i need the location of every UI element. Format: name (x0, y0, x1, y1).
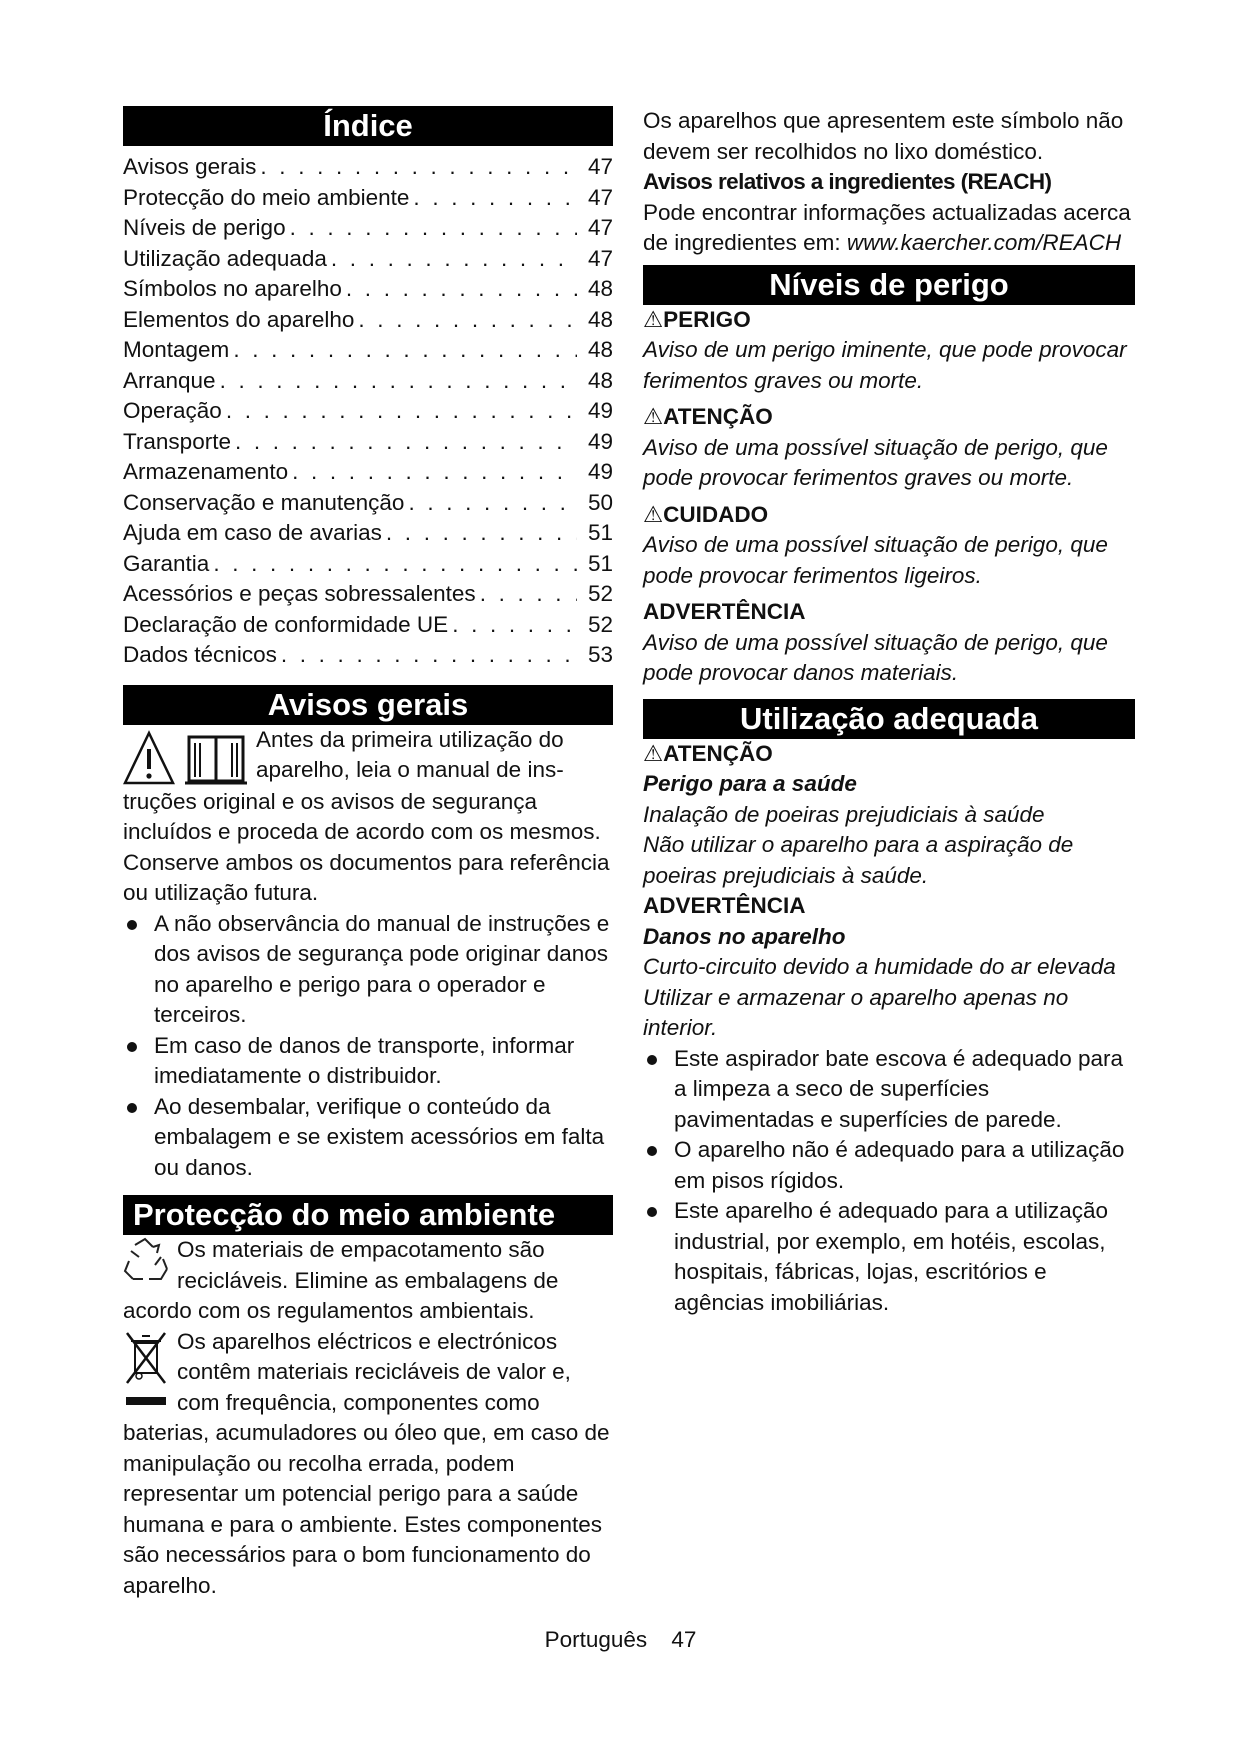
niveis-heading: Níveis de perigo (643, 265, 1135, 305)
toc-entry[interactable]: Elementos do aparelho . . . 48 (123, 305, 613, 336)
utilizacao-bullet: Este aparelho é adequado para a utilização industrial, por exemplo, em hotéis, escolas, hospitais, fábricas, lojas, escritórios e agências imobiliárias. (643, 1196, 1135, 1318)
level-perigo-text: Aviso de um perigo iminente, que pode provocar ferimentos graves ou morte. (643, 337, 1127, 393)
bullet-icon (127, 1103, 137, 1113)
toc-entry[interactable]: Operação . . . 49 (123, 396, 613, 427)
toc-heading: Índice (123, 106, 613, 146)
utilizacao-warning2-text1: Curto-circuito devido a humidade do ar elevada (643, 954, 1116, 979)
level-atencao-text: Aviso de uma possível situação de perigo, que pode provocar ferimentos graves ou morte. (643, 434, 1108, 490)
level-advertencia-text: Aviso de uma possível situação de perigo, que pode provocar danos materiais. (643, 629, 1108, 685)
recycle-text: Os materiais de empacotamento são recicláveis. Elimine as embalagens de acordo com os regulamentos ambientais. (123, 1237, 559, 1323)
toc-entry[interactable]: Níveis de perigo . . . 47 (123, 213, 613, 244)
level-perigo-label: ⚠PERIGO (643, 306, 751, 332)
weee-text: Os aparelhos eléctricos e electrónicos contêm materiais recicláveis de valor e, com frequência, componentes como baterias, acumuladores ou óleo que, em caso de manipulação ou recolha errada, podem representar um potencial perigo para a saúde humana e para o ambiente. Estes componentes são necessários para o bom funcionamento do aparelho. (123, 1328, 610, 1598)
warning-triangle-icon: ⚠ (643, 501, 664, 527)
weee-continuation: Os aparelhos que apresentem este símbolo não devem ser recolhidos no lixo doméstico. (643, 108, 1124, 164)
utilizacao-heading: Utilização adequada (643, 699, 1135, 739)
level-cuidado-label: ⚠CUIDADO (643, 501, 769, 527)
toc-entry[interactable]: Garantia . . . 51 (123, 549, 613, 580)
level-atencao-label: ⚠ATENÇÃO (643, 404, 773, 429)
footer-page-number: 47 (671, 1627, 697, 1652)
toc-entry[interactable]: Ajuda em caso de avarias . . . 51 (123, 518, 613, 549)
weee-block (123, 1327, 613, 1602)
toc-entry[interactable]: Arranque . . . 48 (123, 366, 613, 397)
manual-book-icon (185, 737, 247, 783)
toc-list (123, 152, 613, 671)
utilizacao-warning1-label: ⚠ATENÇÃO (643, 740, 773, 766)
bullet-icon (647, 1055, 657, 1065)
warning-triangle-icon: ⚠ (643, 740, 664, 766)
warning-triangle-icon: ⚠ (643, 306, 664, 332)
reach-heading: Avisos relativos a ingredientes (REACH) (643, 169, 1052, 194)
utilizacao-bullet: O aparelho não é adequado para a utilização em pisos rígidos. (643, 1135, 1135, 1196)
avisos-intro (123, 725, 613, 787)
warning-triangle-icon (123, 729, 251, 787)
page-footer (0, 1627, 1241, 1653)
warning-triangle-icon: ⚠ (643, 404, 664, 429)
toc-entry[interactable]: Declaração de conformidade UE . . . 52 (123, 610, 613, 641)
right-column (643, 106, 1135, 1318)
utilizacao-warning2-label: ADVERTÊNCIA (643, 893, 806, 918)
bullet-icon (127, 1042, 137, 1052)
bullet-icon (127, 920, 137, 930)
bullet-icon (647, 1207, 657, 1217)
utilizacao-warning1-text1: Inalação de poeiras prejudiciais à saúde (643, 801, 1045, 827)
toc-entry[interactable]: Símbolos no aparelho . . . 48 (123, 274, 613, 305)
utilizacao-warning2-sub: Danos no aparelho (643, 923, 846, 949)
reach-link[interactable]: www.kaercher.com/REACH (846, 230, 1122, 255)
footer-language: Português (544, 1627, 648, 1652)
recycle-block (123, 1235, 613, 1327)
ambiente-heading: Protecção do meio ambiente (123, 1195, 613, 1235)
avisos-bullet: Em caso de danos de transporte, informar imediatamente o distribuidor. (123, 1031, 613, 1092)
avisos-intro-rest: truções original e os avisos de segurança incluídos e proceda de acordo com os mesmos. Conserve ambos os documentos para referência ou utilização futura. (123, 788, 610, 905)
toc-entry[interactable]: Protecção do meio ambiente . . . 47 (123, 183, 613, 214)
toc-entry[interactable]: Acessórios e peças sobressalentes . . . 52 (123, 579, 613, 610)
avisos-bullet: Ao desembalar, verifique o conteúdo da embalagem e se existem acessórios em falta ou danos. (123, 1092, 613, 1184)
utilizacao-bullet: Este aspirador bate escova é adequado para a limpeza a seco de superfícies pavimentadas e superfícies de parede. (643, 1044, 1135, 1136)
level-cuidado-text: Aviso de uma possível situação de perigo, que pode provocar ferimentos ligeiros. (643, 532, 1108, 588)
avisos-intro-line2: aparelho, leia o manual de ins- (256, 757, 564, 782)
reach-text: Pode encontrar informações actualizadas acerca de ingredientes em: www.kaercher.com/REACH (643, 199, 1131, 255)
avisos-heading: Avisos gerais (123, 685, 613, 725)
utilizacao-warning1-text2: Não utilizar o aparelho para a aspiração de poeiras prejudiciais à saúde. (643, 832, 1074, 888)
toc-entry[interactable]: Armazenamento . . . 49 (123, 457, 613, 488)
crossed-bin-icon (123, 1331, 169, 1416)
level-advertencia-label: ADVERTÊNCIA (643, 599, 806, 624)
toc-entry[interactable]: Conservação e manutenção . . . 50 (123, 488, 613, 519)
toc-entry[interactable]: Transporte . . . 49 (123, 427, 613, 458)
bullet-icon (647, 1146, 657, 1156)
utilizacao-warning1-sub: Perigo para a saúde (643, 771, 857, 796)
manual-warning-icons (123, 729, 251, 785)
toc-entry[interactable]: Utilização adequada . . . 47 (123, 244, 613, 275)
toc-entry[interactable]: Dados técnicos . . . 53 (123, 640, 613, 671)
avisos-intro-line1: Antes da primeira utilização do (256, 726, 564, 752)
recycle-icon (123, 1237, 169, 1294)
avisos-bullet: A não observância do manual de instruções e dos avisos de segurança pode originar danos no aparelho e perigo para o operador e terceiros. (123, 909, 613, 1031)
toc-entry[interactable]: Avisos gerais . . . 47 (123, 152, 613, 183)
utilizacao-warning2-text2: Utilizar e armazenar o aparelho apenas no interior. (643, 984, 1069, 1040)
toc-entry[interactable]: Montagem . . . 48 (123, 335, 613, 366)
left-column (123, 106, 613, 1601)
